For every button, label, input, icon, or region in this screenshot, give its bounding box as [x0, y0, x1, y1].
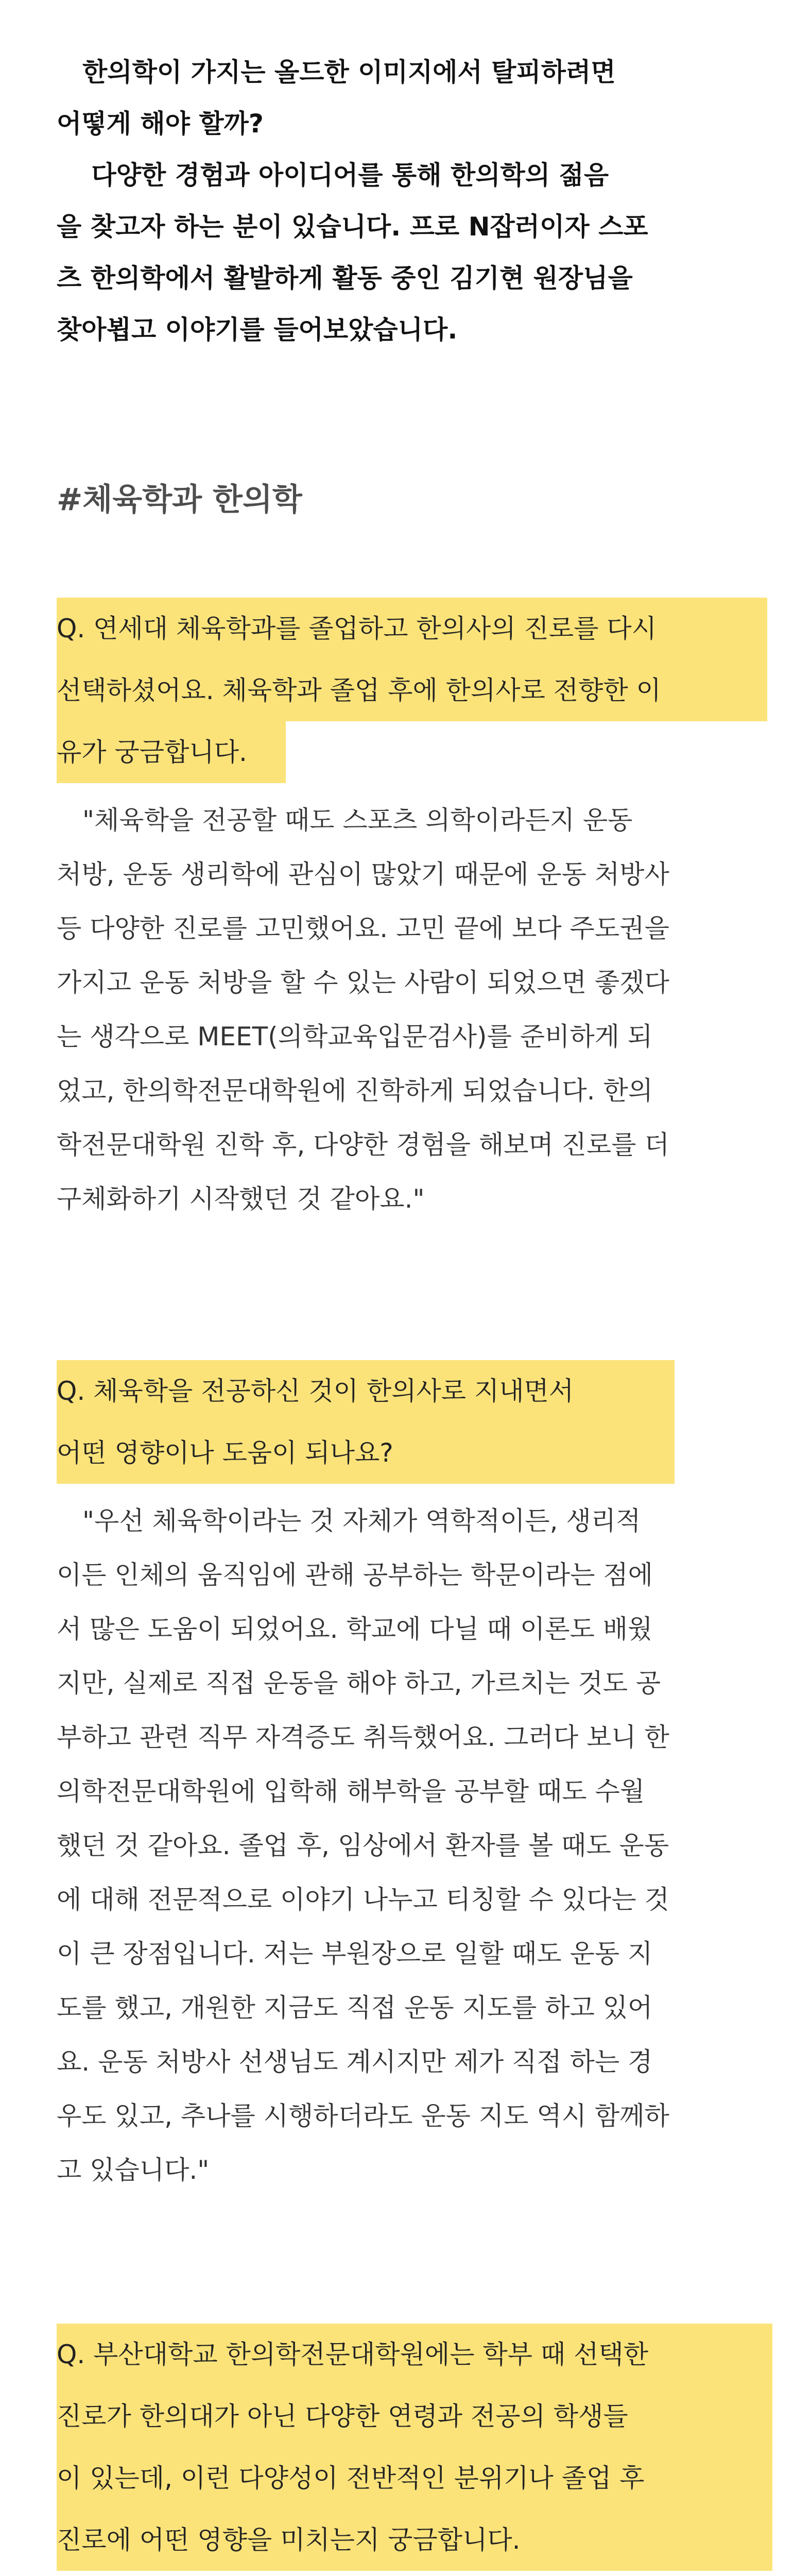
intro-paragraph	[57, 46, 762, 355]
question-1	[57, 598, 767, 783]
answer-line: 등 다양한 진로를 고민했어요. 고민 끝에 보다 주도권을	[57, 913, 669, 943]
answer-line: 가지고 운동 처방을 할 수 있는 사람이 되었으면 좋겠다	[57, 968, 669, 997]
answer-line: 우도 있고, 추나를 시행하더라도 운동 지도 역시 함께하	[57, 2101, 669, 2131]
answer-line: 이든 인체의 움직임에 관해 공부하는 학문이라는 점에	[57, 1560, 653, 1590]
answer-line: "체육학을 전공할 때도 스포츠 의학이라든지 운동	[57, 805, 633, 835]
answer-1	[57, 793, 762, 1226]
answer-line: 는 생각으로 MEET(의학교육입문검사)를 준비하게 되	[57, 1022, 653, 1052]
answer-line: 었고, 한의학전문대학원에 진학하게 되었습니다. 한의	[57, 1076, 653, 1106]
answer-line: 지만, 실제로 직접 운동을 해야 하고, 가르치는 것도 공	[57, 1668, 661, 1698]
answer-line: 이 큰 장점입니다. 저는 부원장으로 일할 때도 운동 지	[57, 1939, 653, 1969]
intro-line: 어떻게 해야 할까?	[57, 109, 264, 139]
question-line: 선택하셨어요. 체육학과 졸업 후에 한의사로 전향한 이	[57, 659, 767, 721]
intro-line: 을 찾고자 하는 분이 있습니다. 프로 N잡러이자 스포	[57, 212, 648, 242]
intro-line: 찾아뵙고 이야기를 들어보았습니다.	[57, 315, 458, 345]
question-line: Q. 연세대 체육학과를 졸업하고 한의사의 진로를 다시	[57, 598, 767, 659]
answer-line: 요. 운동 처방사 선생님도 계시지만 제가 직접 하는 경	[57, 2047, 653, 2077]
section-title: #체육학과 한의학	[57, 482, 302, 518]
answer-line: 서 많은 도움이 되었어요. 학교에 다닐 때 이론도 배웠	[57, 1614, 653, 1644]
question-line: 진로가 한의대가 아닌 다양한 연령과 전공의 학생들	[57, 2385, 772, 2447]
question-line: 유가 궁금합니다.	[57, 721, 286, 783]
question-3	[57, 2324, 772, 2571]
answer-line: "우선 체육학이라는 것 자체가 역학적이든, 생리적	[57, 1506, 641, 1536]
question-2	[57, 1360, 675, 1484]
answer-line: 했던 것 같아요. 졸업 후, 임상에서 환자를 볼 때도 운동	[57, 1831, 669, 1860]
answer-2	[57, 1494, 762, 2197]
question-line: 어떤 영향이나 도움이 되나요?	[57, 1422, 675, 1484]
answer-line: 처방, 운동 생리학에 관심이 많았기 때문에 운동 처방사	[57, 859, 669, 889]
answer-line: 의학전문대학원에 입학해 해부학을 공부할 때도 수월	[57, 1776, 645, 1806]
answer-line: 고 있습니다."	[57, 2155, 210, 2185]
answer-line: 부하고 관련 직무 자격증도 취득했어요. 그러다 보니 한	[57, 1722, 669, 1752]
answer-line: 도를 했고, 개원한 지금도 직접 운동 지도를 하고 있어	[57, 1993, 653, 2023]
answer-line: 구체화하기 시작했던 것 같아요."	[57, 1184, 425, 1214]
question-line: Q. 체육학을 전공하신 것이 한의사로 지내면서	[57, 1360, 675, 1422]
intro-line: 츠 한의학에서 활발하게 활동 중인 김기현 원장님을	[57, 263, 633, 293]
answer-line: 에 대해 전문적으로 이야기 나누고 티칭할 수 있다는 것	[57, 1885, 669, 1914]
intro-line: 다양한 경험과 아이디어를 통해 한의학의 젊음	[57, 160, 609, 190]
question-line: 진로에 어떤 영향을 미치는지 궁금합니다.	[57, 2509, 772, 2571]
question-line: Q. 부산대학교 한의학전문대학원에는 학부 때 선택한	[57, 2324, 772, 2385]
intro-line: 한의학이 가지는 올드한 이미지에서 탈피하려면	[57, 57, 616, 87]
question-line: 이 있는데, 이런 다양성이 전반적인 분위기나 졸업 후	[57, 2447, 772, 2509]
answer-line: 학전문대학원 진학 후, 다양한 경험을 해보며 진로를 더	[57, 1130, 669, 1160]
